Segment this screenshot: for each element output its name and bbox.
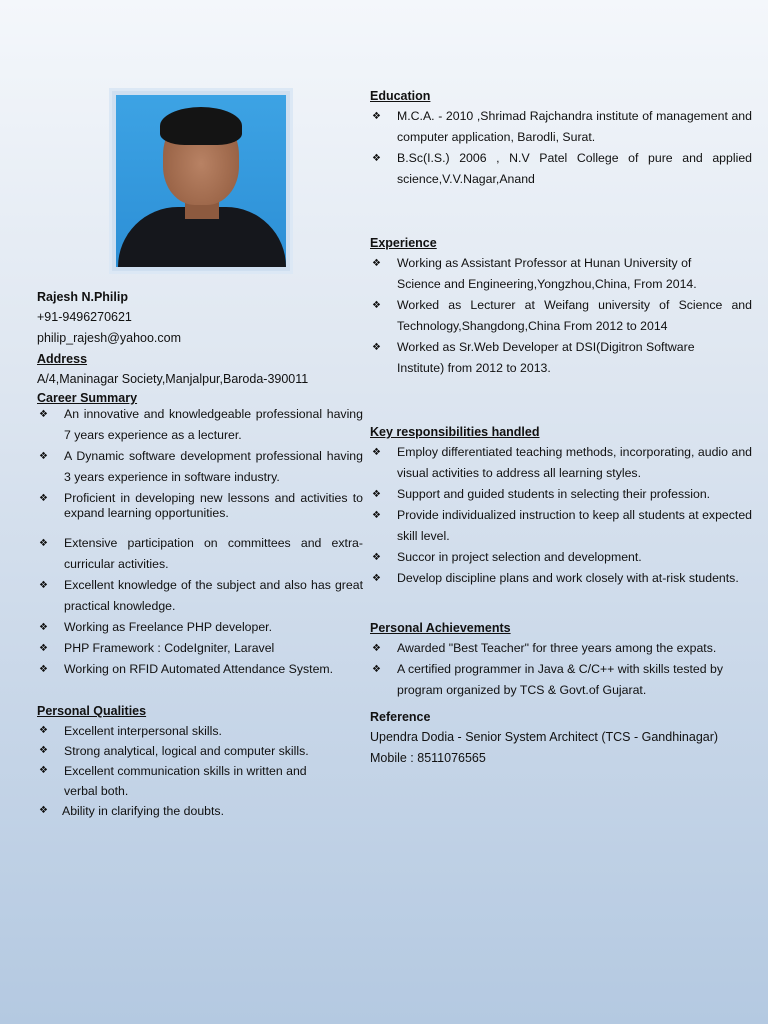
- responsibilities-heading: Key responsibilities handled: [370, 425, 540, 439]
- list-item: ❖ Proficient in developing new lessons and activities to expand learning opportunities.: [39, 491, 363, 520]
- bullet-icon: ❖: [372, 153, 381, 164]
- list-item: ❖ Working as Assistant Professor at Hunan University of Science and Engineering,Yongzhou,China, From 2014.: [370, 253, 752, 295]
- experience-heading: Experience: [370, 236, 437, 250]
- list-item: ❖ An innovative and knowledgeable professional having 7 years experience as a lecturer.: [37, 404, 363, 446]
- bullet-icon: ❖: [39, 664, 48, 675]
- list-item: ❖ Strong analytical, logical and computer skills.: [37, 741, 363, 761]
- career-summary-heading: Career Summary: [37, 391, 138, 405]
- list-item: ❖ Succor in project selection and development.: [370, 547, 752, 568]
- address-heading: Address: [37, 352, 88, 366]
- profile-photo: [109, 88, 293, 274]
- left-column: [37, 88, 363, 821]
- bullet-icon: ❖: [39, 622, 48, 633]
- bullet-icon: ❖: [372, 111, 381, 122]
- list-item: ❖ Support and guided students in selecting their profession.: [370, 484, 752, 505]
- personal-qualities-heading: Personal Qualities: [37, 704, 147, 718]
- list-item: ❖ M.C.A. - 2010 ,Shrimad Rajchandra institute of management and computer application, Barodli, Surat.: [370, 106, 752, 148]
- list-item: ❖ Employ differentiated teaching methods, incorporating, audio and visual activities to address all learning styles.: [370, 442, 752, 484]
- bullet-icon: ❖: [39, 451, 48, 462]
- list-item: ❖ Provide individualized instruction to keep all students at expected skill level.: [370, 505, 752, 547]
- list-item: ❖ Working as Freelance PHP developer.: [37, 617, 363, 638]
- bullet-icon: ❖: [39, 493, 48, 504]
- right-column: [370, 86, 752, 769]
- list-item: ❖ A Dynamic software development professional having 3 years experience in software industry.: [37, 446, 363, 488]
- bullet-icon: ❖: [372, 510, 381, 521]
- education-list: [370, 106, 752, 190]
- list-item: ❖ Working on RFID Automated Attendance System.: [37, 659, 363, 680]
- list-item: ❖ Excellent communication skills in written and verbal both.: [37, 761, 363, 801]
- bullet-icon: ❖: [39, 745, 48, 756]
- education-heading: Education: [370, 89, 431, 103]
- reference-heading: Reference: [370, 710, 431, 724]
- bullet-icon: ❖: [372, 447, 381, 458]
- email-address: philip_rajesh@yahoo.com: [37, 331, 182, 345]
- reference-mobile: Mobile : 8511076565: [370, 751, 486, 765]
- list-item: ❖ PHP Framework : CodeIgniter, Laravel: [37, 638, 363, 659]
- bullet-icon: ❖: [39, 765, 48, 776]
- photo-hair: [160, 107, 242, 145]
- bullet-icon: ❖: [372, 489, 381, 500]
- list-item: ❖ Awarded "Best Teacher" for three years among the expats.: [370, 638, 752, 659]
- bullet-icon: ❖: [372, 552, 381, 563]
- bullet-icon: ❖: [39, 805, 48, 816]
- list-item: ❖ Excellent knowledge of the subject and also has great practical knowledge.: [37, 575, 363, 617]
- list-item: ❖ B.Sc(I.S.) 2006 , N.V Patel College of pure and applied science,V.V.Nagar,Anand: [370, 148, 752, 190]
- responsibilities-list: [370, 442, 752, 589]
- list-item: ❖ Develop discipline plans and work closely with at-risk students.: [370, 568, 752, 589]
- candidate-name: Rajesh N.Philip: [37, 290, 128, 304]
- bullet-icon: ❖: [39, 409, 48, 420]
- address-text: A/4,Maninagar Society,Manjalpur,Baroda-390011: [37, 372, 309, 386]
- bullet-icon: ❖: [372, 258, 381, 269]
- bullet-icon: ❖: [372, 300, 381, 311]
- bullet-icon: ❖: [39, 643, 48, 654]
- reference-person: Upendra Dodia - Senior System Architect (TCS - Gandhinagar): [370, 730, 719, 744]
- list-item: ❖ Excellent interpersonal skills.: [37, 721, 363, 741]
- achievements-heading: Personal Achievements: [370, 621, 511, 635]
- bullet-icon: ❖: [372, 643, 381, 654]
- list-item: ❖ Ability in clarifying the doubts.: [37, 801, 363, 821]
- career-summary-list: [37, 404, 363, 680]
- list-item: ❖ Extensive participation on committees and extra-curricular activities.: [37, 533, 363, 575]
- bullet-icon: ❖: [39, 580, 48, 591]
- bullet-icon: ❖: [372, 664, 381, 675]
- achievements-list: [370, 638, 752, 701]
- list-item: ❖ Worked as Lecturer at Weifang university of Science and Technology,Shangdong,China From 2012 to 2014: [370, 295, 752, 337]
- bullet-icon: ❖: [372, 342, 381, 353]
- phone-number: +91-9496270621: [37, 310, 132, 324]
- list-item: ❖ A certified programmer in Java & C/C++ with skills tested by program organized by TCS & Govt.of Gujarat.: [370, 659, 752, 701]
- experience-list: [370, 253, 752, 379]
- bullet-icon: ❖: [372, 573, 381, 584]
- bullet-icon: ❖: [39, 538, 48, 549]
- list-item: ❖ Worked as Sr.Web Developer at DSI(Digitron Software Institute) from 2012 to 2013.: [370, 337, 752, 379]
- bullet-icon: ❖: [39, 725, 48, 736]
- personal-qualities-list: [37, 721, 363, 821]
- photo-background: [116, 95, 286, 267]
